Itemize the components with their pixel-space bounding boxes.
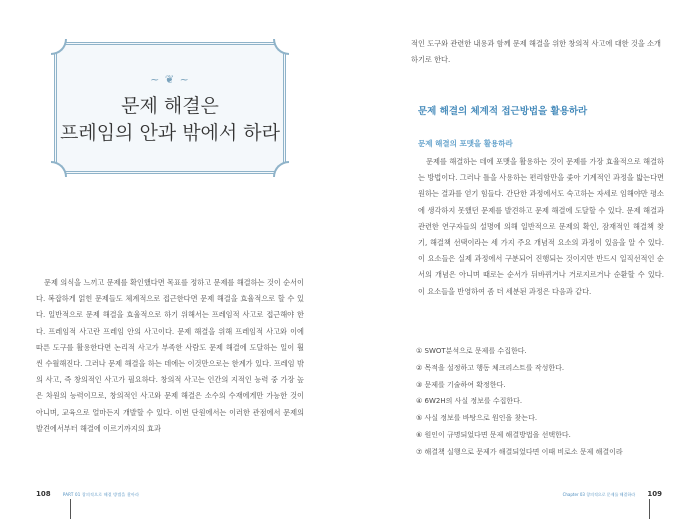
page-number: 109 xyxy=(647,490,662,498)
right-body-text xyxy=(418,154,664,300)
footer-rule xyxy=(70,499,71,519)
list-item: ① SWOT분석으로 문제를 수집한다. xyxy=(416,347,527,355)
page-number: 108 xyxy=(36,490,51,498)
chapter-title xyxy=(57,93,283,147)
chapter-title-line2: 프레임의 안과 밖에서 하라 xyxy=(59,122,280,144)
list-item: ② 목적을 설정하고 행동 체크리스트를 작성한다. xyxy=(416,363,565,372)
chapter-title-line1: 문제 해결은 xyxy=(121,95,219,117)
left-page-footer xyxy=(36,490,139,498)
frame-corner-ornament xyxy=(273,39,289,55)
continued-text xyxy=(411,36,661,68)
running-section-label: Chapter 03 창의적으로 문제를 해결하라 xyxy=(562,492,636,497)
list-item: ⑥ 원인이 규명되었다면 문제 해결방법을 선택한다. xyxy=(416,430,571,439)
left-body-text xyxy=(36,275,304,437)
right-page xyxy=(350,0,700,519)
list-item: ⑤ 사실 정보를 바탕으로 원인을 찾는다. xyxy=(416,414,538,423)
section-subheading: 문제 해결의 포맷을 활용하라 xyxy=(418,139,513,148)
frame-corner-ornament xyxy=(51,39,67,55)
body-paragraph: 문제를 해결하는 데에 포맷을 활용하는 것이 문제를 가장 효율적으로 해결하는 방법이다. 그러나 틀을 사용하는 편리함만을 좇아 기계적인 과정을 밟는다면 원하는 결과를 얻기 힘들다. 간단한 과정에서도 숙고하는 자세로 임해야만 평소에 생각하지 못했던 문제를 발견하고 문제 해결에 도달할 수 있다. 문제 해결과 관련한 연구자들의 설명에 의해 일반적으로 문제의 확인, 잠재적인 해결책 찾기, 해결책 선택이라는 세 가지 주요 개념적 요소의 과정이 있음을 알 수 있다. 이 요소들은 실제 과정에서 구분되어 진행되는 것이지만 반드시 일직선적인 순서의 개념은 아니며 때로는 순서가 뒤바뀌거나 거로지르거나 순환할 수 있다. 이 요소들을 반영하여 좀 더 세분된 과정은 다음과 같다. xyxy=(418,157,664,296)
section-heading: 문제 해결의 체계적 접근방법을 활용하라 xyxy=(418,106,588,117)
frame-corner-ornament xyxy=(273,161,289,177)
flourish-ornament: ~ ❦ ~ xyxy=(150,73,190,86)
list-item: ③ 문제를 기술하여 확정한다. xyxy=(416,380,506,389)
process-steps-list xyxy=(416,343,666,461)
continued-paragraph: 적인 도구와 관련한 내용과 함께 문제 해결을 위한 창의적 사고에 대한 것을 소개하기로 한다. xyxy=(411,39,661,65)
list-item: ④ 6W2H의 사실 정보를 수집한다. xyxy=(416,397,523,406)
right-page-footer xyxy=(563,490,662,498)
frame-corner-ornament xyxy=(51,161,67,177)
body-paragraph: 문제 의식을 느끼고 문제를 확인했다면 목표를 정하고 문제를 해결하는 것이 순서이다. 복잡하게 얽힌 문제들도 체계적으로 접근한다면 문제 해결을 효율적으로 할 수 있다. 일반적으로 문제 해결을 효율적으로 하기 위해서는 프레임적 사고로 접근해야 한다. 프레임적 사고란 프레임 안의 사고이다. 문제 해결을 위해 프레임적 사고와 이에 따른 도구를 활용한다면 논리적 사고가 부족한 사람도 문제 해결에 도달하는 일이 훨씬 수월해진다. 그러나 문제 해결을 하는 데에는 이것만으로는 한계가 있다. 프레임 밖의 사고, 즉 창의적인 사고가 필요하다. 창의적 사고는 인간의 지적인 능력 중 가장 높은 차원의 능력이므로, 창의적인 사고와 문제 해결은 소수의 수재에게만 가능한 것이 아니며, 교육으로 얼마든지 개발할 수 있다. 이번 단원에서는 이러한 관점에서 문제의 발견에서부터 해결에 이르기까지의 효과 xyxy=(36,278,304,433)
list-item: ⑦ 해결책 실행으로 문제가 해결되었다면 이때 비로소 문제 해결이라 xyxy=(416,447,623,456)
footer-rule xyxy=(649,499,650,519)
running-section-label: PART 01 창의적으로 해결 방법을 찾아라 xyxy=(62,492,140,497)
chapter-title-frame xyxy=(54,42,286,174)
